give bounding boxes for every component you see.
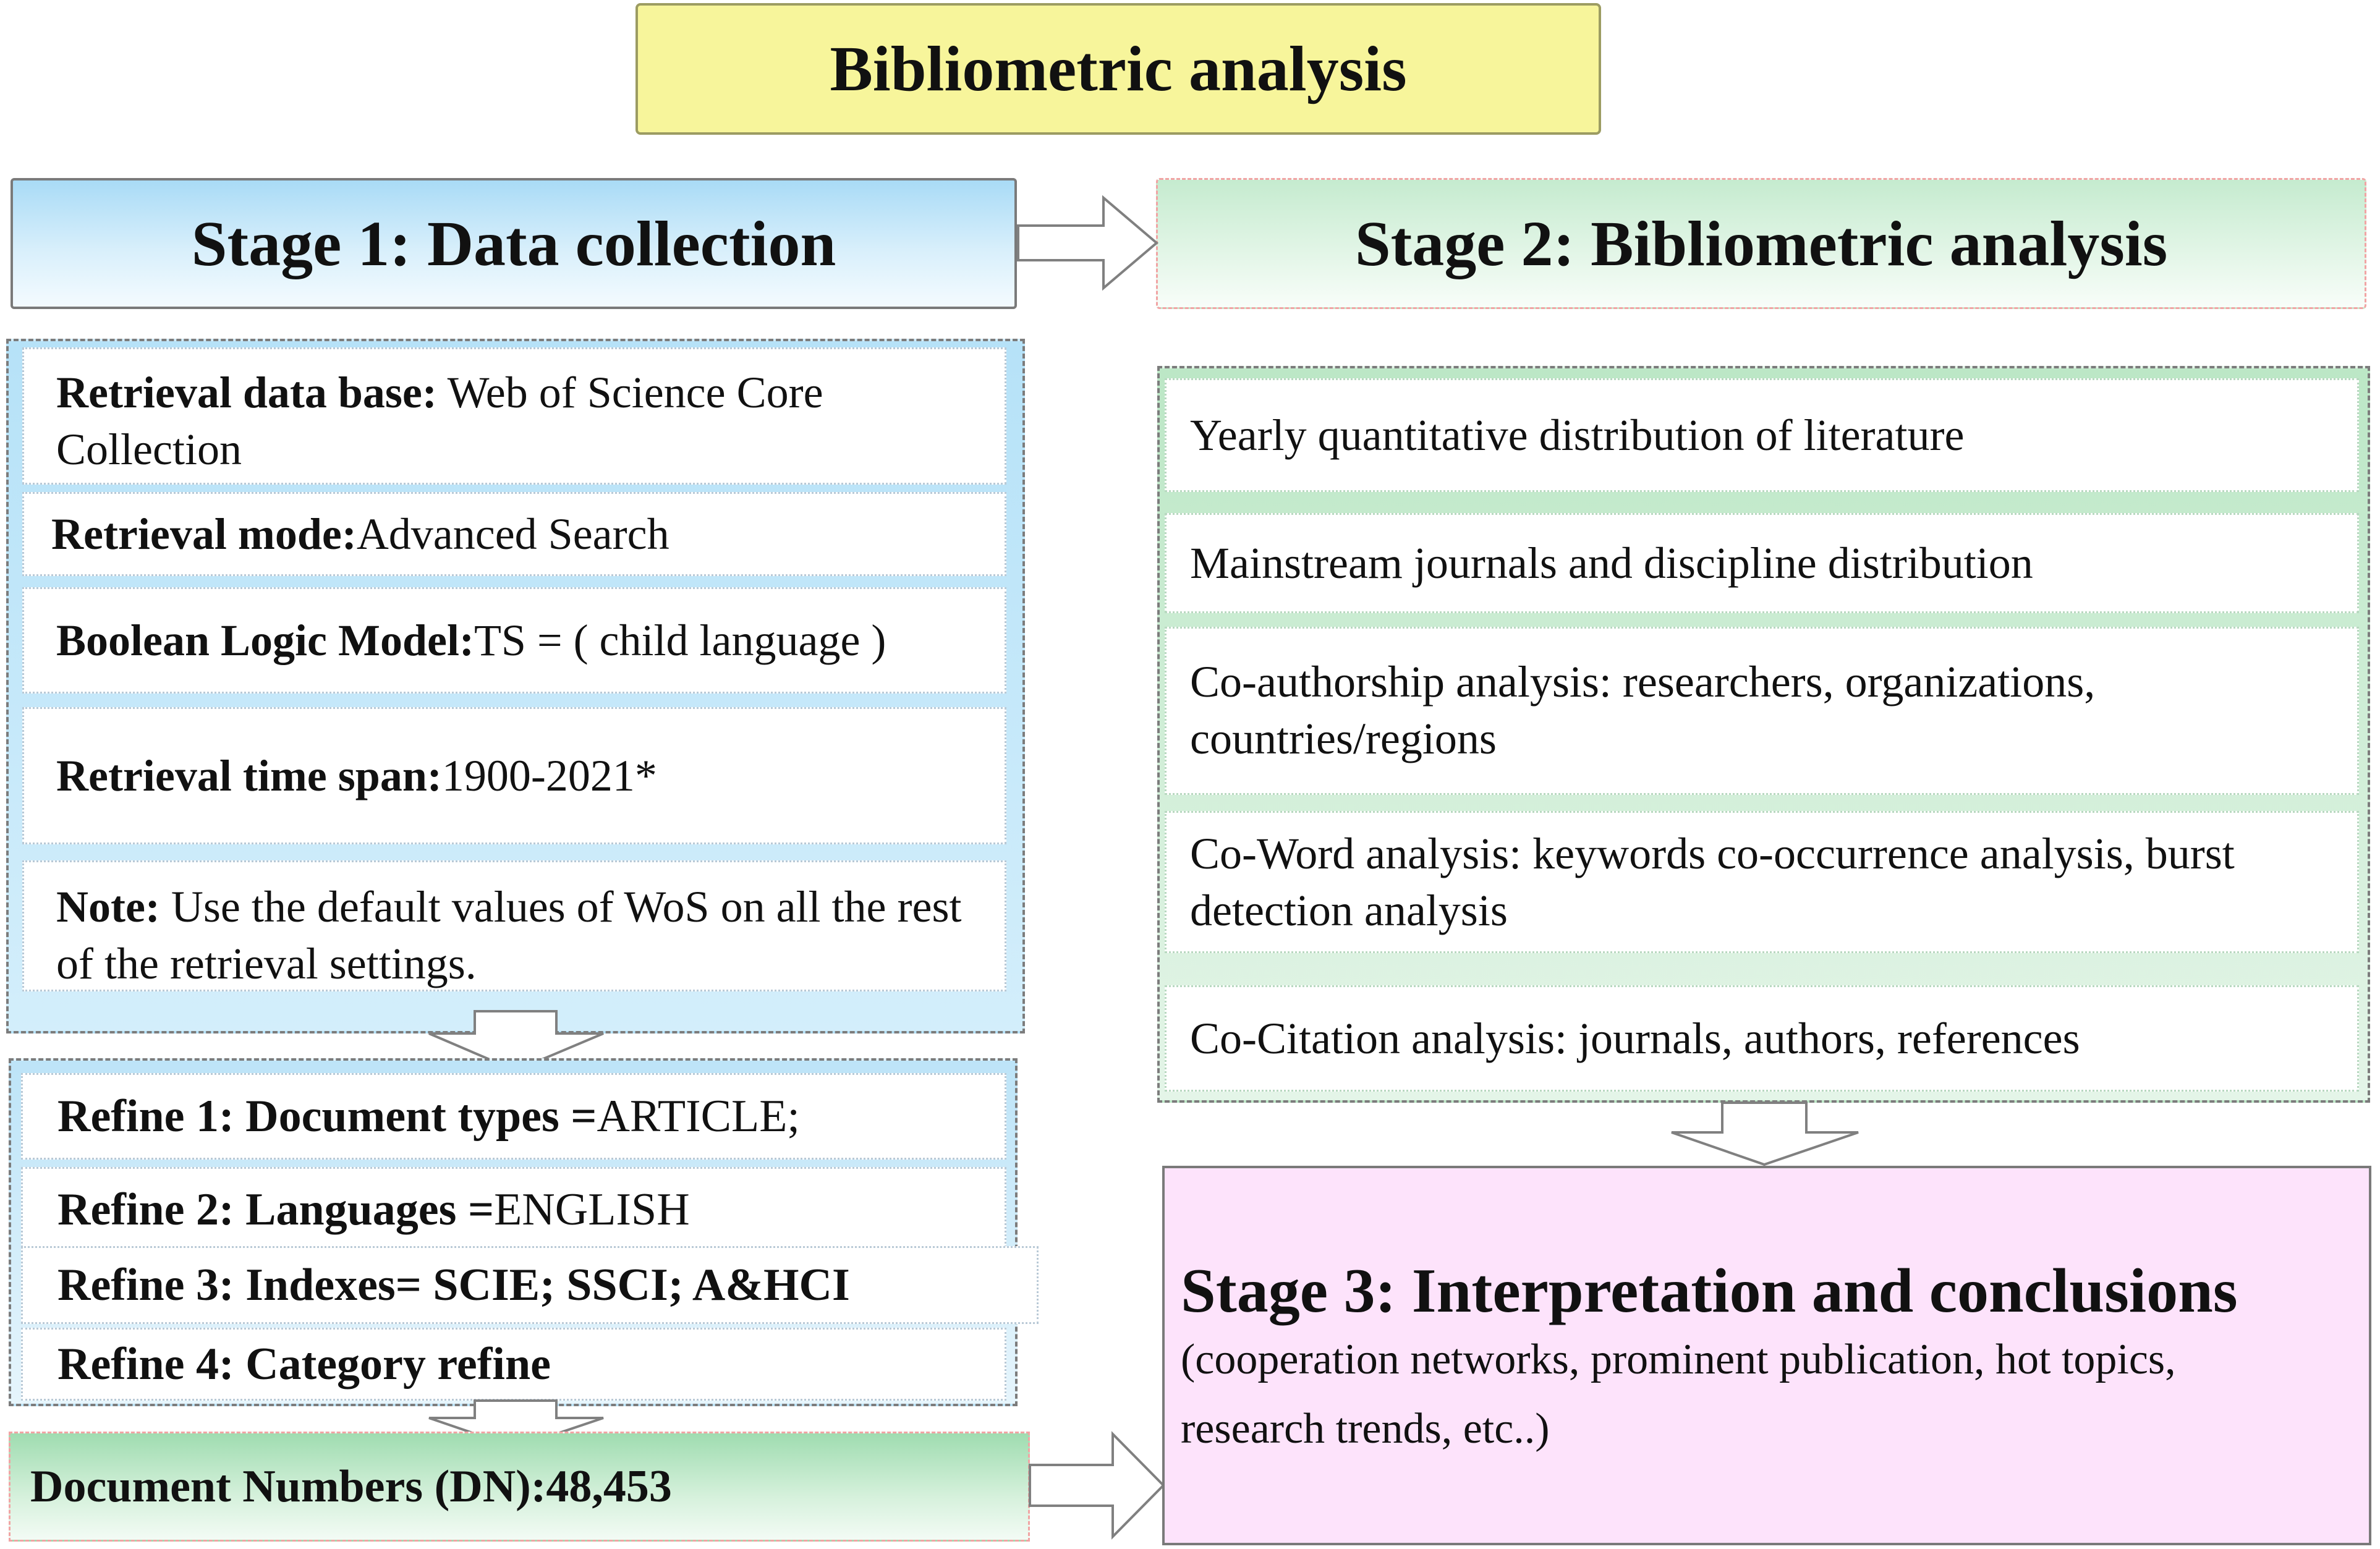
refine-1-item	[21, 1073, 1006, 1160]
stage3-subtitle-line2: research trends, etc..)	[1181, 1404, 1550, 1453]
refine-label: Refine 3: Indexes= SCIE; SSCI; A&HCI	[57, 1259, 850, 1310]
stage3-subtitle-line1: (cooperation networks, prominent publication, hot topics,	[1181, 1336, 2176, 1384]
arrow-right-icon	[1029, 1433, 1166, 1538]
item-label: Retrieval data base:	[56, 368, 437, 417]
item-value: Web of Science Core Collection	[56, 368, 823, 475]
refine-2-item	[21, 1167, 1006, 1252]
arrow-right-icon	[1017, 197, 1159, 289]
stage2-item-coauthorship: Co-authorship analysis: researchers, organizations, countries/regions	[1165, 627, 2359, 795]
stage2-item-journals: Mainstream journals and discipline distribution	[1165, 513, 2359, 613]
arrow-down-icon	[1669, 1101, 1861, 1166]
stage2-item-cocitation: Co-Citation analysis: journals, authors, references	[1165, 985, 2359, 1092]
stage2-header: Stage 2: Bibliometric analysis	[1156, 178, 2366, 309]
item-label: Note:	[56, 882, 160, 932]
time-span-item	[22, 707, 1006, 844]
refine-label: Refine 2: Languages =	[57, 1184, 495, 1235]
refine-value: ENGLISH	[494, 1184, 690, 1235]
diagram-title: Bibliometric analysis	[635, 3, 1601, 135]
refine-label: Refine 4: Category refine	[57, 1338, 551, 1390]
boolean-logic-item	[22, 587, 1006, 694]
item-value: TS = ( child language )	[474, 615, 886, 665]
stage3-box	[1162, 1166, 2371, 1545]
refine-label: Refine 1: Document types =	[57, 1090, 597, 1142]
refine-value: ARTICLE;	[597, 1090, 800, 1142]
stage3-title: Stage 3: Interpretation and conclusions	[1181, 1256, 2238, 1326]
document-numbers: Document Numbers (DN):48,453	[9, 1432, 1030, 1542]
item-label: Boolean Logic Model:	[56, 615, 474, 665]
item-label: Retrieval mode:	[51, 509, 357, 559]
item-label: Retrieval time span:	[56, 750, 442, 800]
stage2-item-yearly: Yearly quantitative distribution of literature	[1165, 378, 2359, 492]
stage1-header: Stage 1: Data collection	[11, 178, 1017, 309]
retrieval-mode-item	[22, 492, 1006, 576]
item-value: Use the default values of WoS on all the rest of the retrieval settings.	[56, 882, 962, 989]
retrieval-database-item	[22, 347, 1006, 485]
refine-4-item	[21, 1328, 1006, 1401]
stage2-item-coword: Co-Word analysis: keywords co-occurrence analysis, burst detection analysis	[1165, 811, 2359, 953]
refine-3-item	[21, 1246, 1039, 1324]
item-value: 1900-2021*	[441, 750, 657, 800]
note-item	[22, 860, 1006, 991]
item-value: Advanced Search	[356, 509, 669, 559]
